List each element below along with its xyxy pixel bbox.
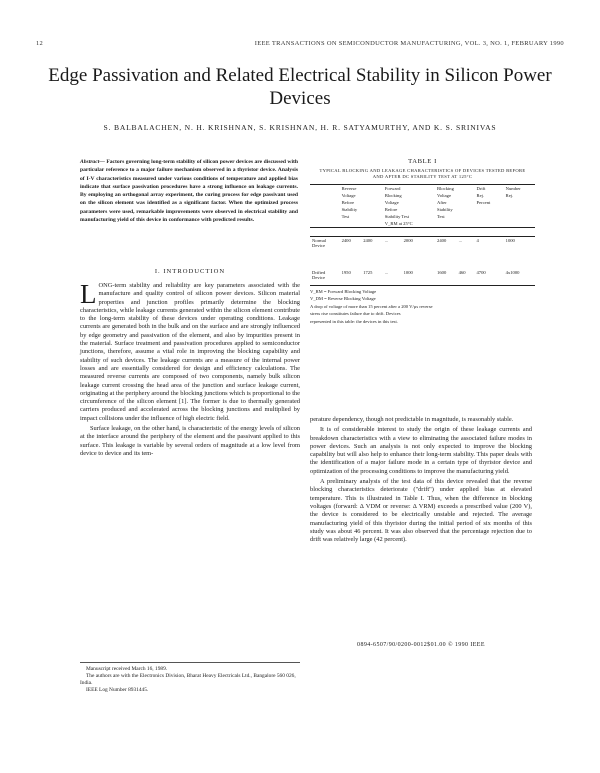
table-title: TABLE I — [408, 158, 437, 165]
section-heading: I. INTRODUCTION — [154, 268, 226, 275]
table-header-row: Reverse Forward Blocking Drift Number — [341, 186, 521, 191]
page-number: 12 — [36, 40, 44, 47]
footnote: The authors are with the Electronics Division, Bharat Heavy Electricals Ltd., Bangalore 560 026, India. — [80, 673, 296, 686]
drop-cap: L — [80, 279, 97, 309]
abstract-label: Abstract— — [80, 159, 105, 165]
table-caption: TYPICAL BLOCKING AND LEAKAGE CHARACTERISTICS OF DEVICES TESTED BEFORE AND AFTER DC STABILITY TEST AT 125°C — [319, 168, 526, 179]
data-table — [310, 184, 535, 281]
paragraph: It is of considerable interest to study the origin of these leakage currents and breakdown characteristics with a view to eliminating the associated failure modes in power devices. Such an analysis is not only expected to improve the blocking capability but will also help to enhance their long-term stability. This paper deals with the identification of a major failure mode in a certain type of thyristor device and optimization of the processing conditions to improve the manufacturing yield. — [310, 426, 532, 475]
table-row: Drifted Device 1950 1725 ... 1000 1600 460 4700 4x1000 — [312, 270, 520, 280]
paragraph: perature dependency, though not predictable in magnitude, is reasonably stable. — [310, 416, 514, 423]
journal-name: IEEE TRANSACTIONS ON SEMICONDUCTOR MANUFACTURING, VOL. 3, NO. 1, FEBRUARY 1990 — [254, 40, 564, 47]
author-list: S. BALBALACHEN, N. H. KRISHNAN, S. KRISHNAN, H. R. SATYAMURTHY, AND K. S. SRINIVAS — [103, 123, 497, 132]
footnotes — [80, 662, 300, 694]
paragraph: A preliminary analysis of the test data of this device revealed that the reverse blocking characteristics deteriorate ("drift") under applied bias at elevated temperature. This is illustrated in Table I. Thus, when the difference in blocking voltages (forward: Δ VDM or reverse: Δ VRM) exceeds a prescribed value (200 V), the device is considered to be electrically unstable and rejected. The average manufacturing yield of this thyristor during the initial period of six months of this study was about 46 percent. It was also observed that the percentage rejection due to drift was relatively large (42 percent). — [310, 478, 532, 544]
abstract-text: Factors governing long-term stability of silicon power devices are discussed with particular reference to a major failure mechanism observed in a thyristor device. Analysis of I-V characteristics measured under various conditions of temperature and applied bias indicate that surface passivation procedures have a strong influence on leakage currents. By employing an orthogonal array experiment, the curing process for edge passivant used on the silicon element was identified as a significant factor. When the optimized process parameters were used, remarkable improvements were observed in electrical stability and manufacturing yield of this device in conformance with predicted results. — [80, 159, 298, 224]
copyright-line: 0894-6507/90/0200-0012$01.00 © 1990 IEEE — [357, 642, 485, 648]
abstract — [80, 158, 298, 224]
intro-paragraph-2: Surface leakage, on the other hand, is characteristic of the energy levels of silicon at the interface around the periphery of the element and the passivant applied to this surface. This leakage is variable by several orders of magnitude at a low level from device to device and its tem- — [80, 425, 300, 457]
table-header-row: Voltage Blocking Voltage Rej. Rej. — [341, 193, 514, 198]
intro-paragraph-1: LONG-term stability and reliability are key parameters associated with the manufacture and quality control of silicon power devices. Silicon material properties and junction profiles primarily determine the blocking characteristics, while leakage currents generated within the silicon element contribute to the long-term stability of these devices under operating conditions. Leakage currents are generated both in the bulk and on the surface and are strongly influenced by edge geometry and passivation of the element, and also by impurities present in the material. Surface treatment and passivation procedures applied to semiconductor junctions, therefore, assume a vital role in improving the blocking capability and stability of such devices. The leakage currents are a measure of the internal power losses and are essentially considered for design and efficiency calculations. The measured reverse currents are composed of two components, namely bulk silicon leakage current crossing the head area of the junction and surface leakage current, originating at the periphery around the blocking junctions which is proportional to the circumference of the silicon element [1]. The former is due to thermally generated carriers produced and accelerated across the blocking junctions and multiplied by impact collisions under the influence of high electric field. — [80, 279, 300, 422]
paper-title: Edge Passivation and Related Electrical Stability in Silicon Power Devices — [48, 65, 552, 109]
right-column-body — [310, 416, 532, 546]
left-column-body — [80, 279, 300, 460]
table-1 — [310, 158, 535, 325]
table-header-row: Before Voltage After Percent — [341, 200, 491, 205]
footnote: IEEE Log Number 8931445. — [86, 687, 149, 693]
footnote: Manuscript received March 16, 1989. — [86, 666, 168, 672]
table-notes: V_RM = Forward Blocking Voltage V_DM = Reverse Blocking Voltage A drop of voltage of more than 15 percent after a 200 V/µs reverse stress rise constitutes failure due to drift. Devices represented in this table: the devices in this test. — [310, 285, 535, 325]
table-header-row: Test Stability Test Test — [341, 214, 445, 219]
table-header-row: Stability Before Stability — [341, 207, 453, 212]
table-row: Normal Device 2400 2400 ... 2000 2400 ... 4 1000 — [312, 238, 515, 248]
table-header-row: V_RM at 25°C — [384, 221, 413, 226]
